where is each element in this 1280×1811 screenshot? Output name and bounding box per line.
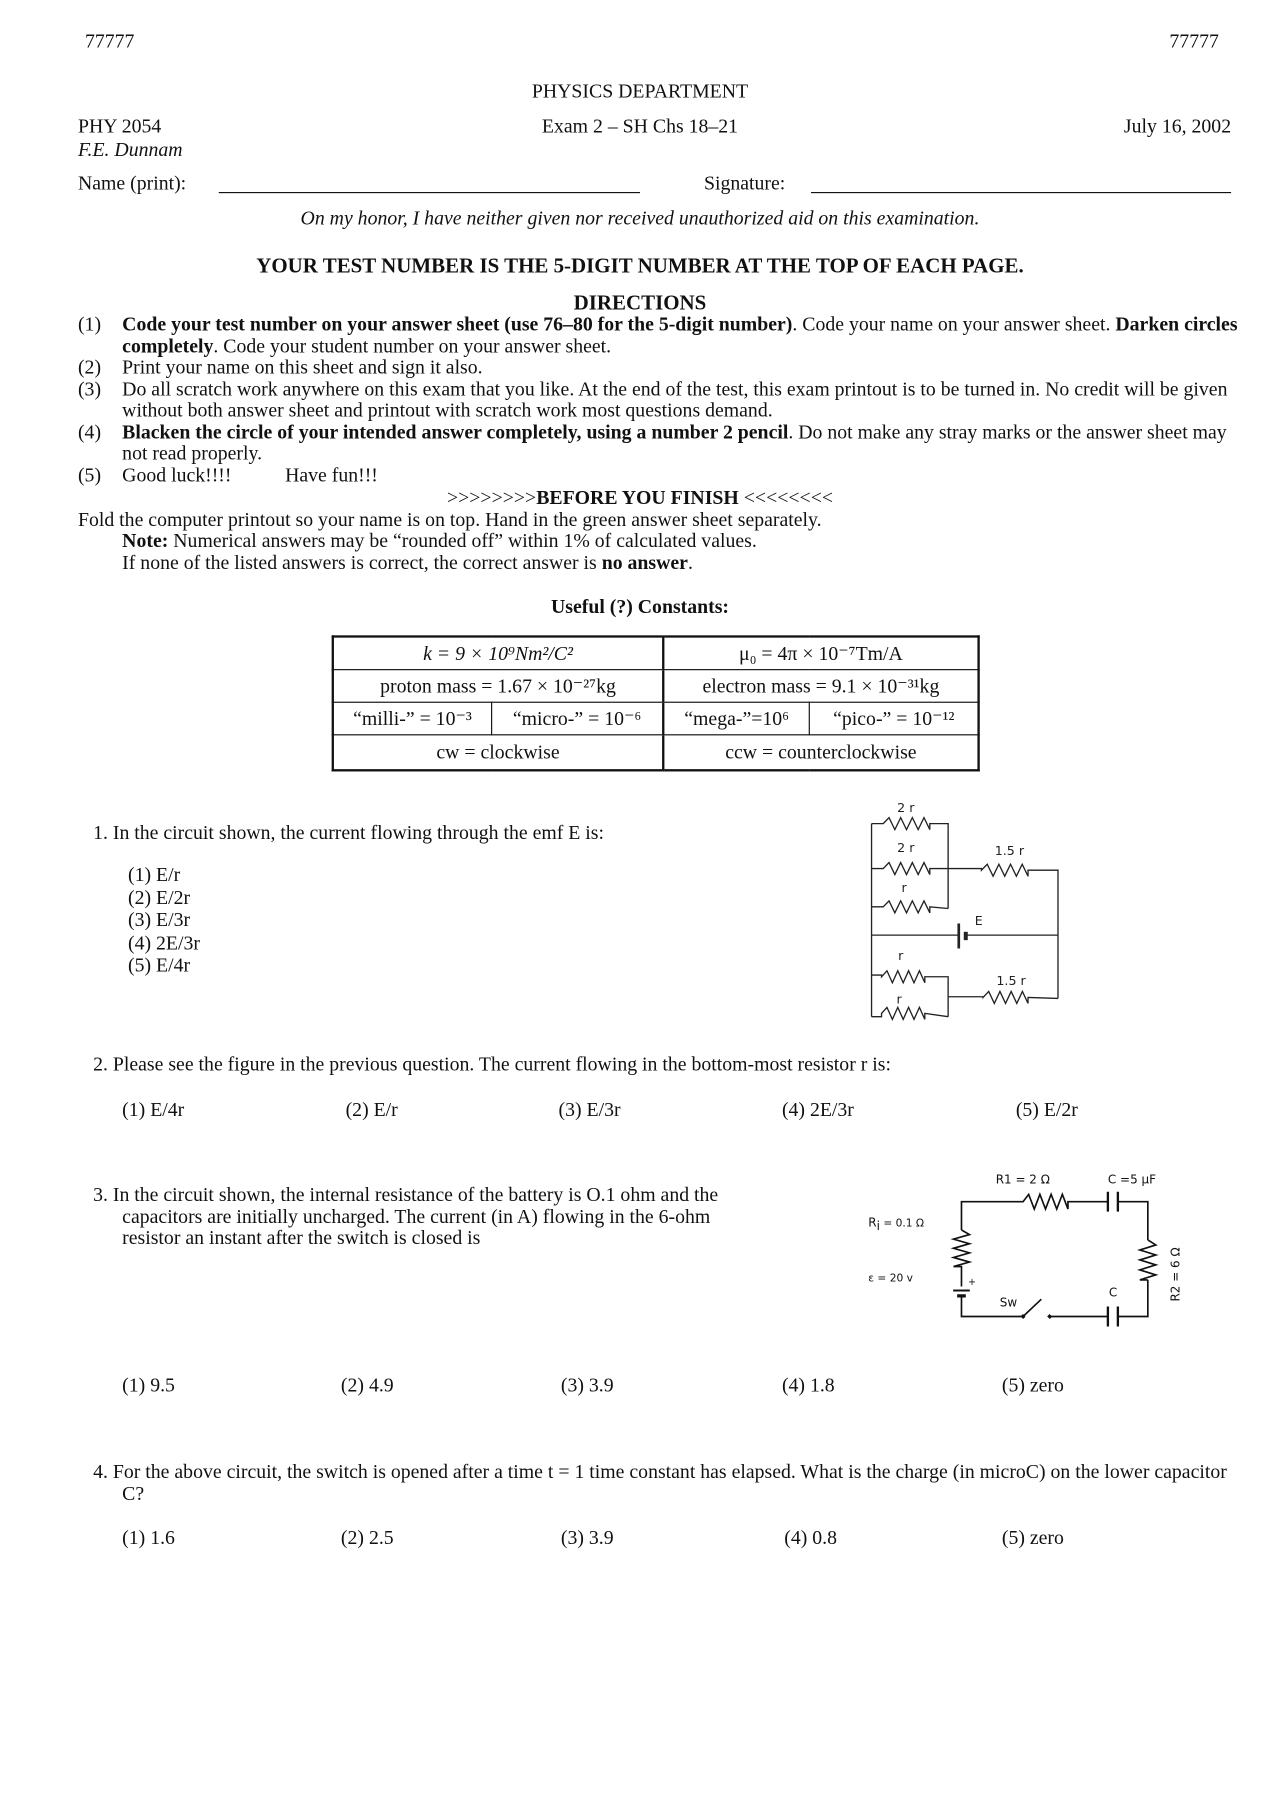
const-k: k = 9 × 10⁹Nm²/C² [333, 636, 663, 669]
label: r [896, 991, 902, 1007]
label-ri: Ri = 0.1 Ω [868, 1215, 925, 1233]
resistor-r [872, 901, 949, 913]
resistor-2r-mid [872, 863, 1058, 999]
option[interactable]: (4) 0.8 [784, 1526, 838, 1549]
resistor-ri [953, 1230, 969, 1287]
honor-statement: On my honor, I have neither given nor received unauthorized aid on this examination. [300, 207, 980, 230]
option[interactable]: (5) zero [1001, 1526, 1064, 1549]
test-number-notice: YOUR TEST NUMBER IS THE 5-DIGIT NUMBER AT THE TOP OF EACH PAGE. [256, 253, 1024, 277]
capacitor-bottom [1108, 1307, 1118, 1327]
constants-title: Useful (?) Constants: [550, 595, 729, 618]
option[interactable]: (5) E/2r [1015, 1098, 1078, 1121]
item-text: Code your test number on your answer sheet (use 76–80 for the 5-digit number). Code your name on your answer sheet. Darken circles completely. Code your student number on your answer sheet. [122, 313, 1238, 357]
option[interactable]: (1) E/r [127, 863, 181, 886]
capacitor-top [1108, 1192, 1118, 1212]
option[interactable]: (3) E/3r [127, 908, 191, 931]
label-emf: ε = 20 v [868, 1271, 913, 1285]
const-ccw: ccw = counterclockwise [663, 735, 978, 770]
question-1-options [128, 863, 200, 976]
name-field[interactable] [219, 192, 640, 193]
resistor-r2 [1140, 1240, 1156, 1280]
option[interactable]: (4) 1.8 [781, 1374, 835, 1397]
const-milli: “milli-” = 10⁻³ [333, 702, 492, 735]
const-electron: electron mass = 9.1 × 10⁻³¹kg [663, 670, 978, 703]
item-number: (3) [77, 377, 102, 400]
question-3: 3. In the circuit shown, the internal resistance of the battery is O.1 ohm and the capacitors are initially uncharged. The current (in A) flowing in the 6-ohm resistor an instant after the switch is closed is [93, 1183, 719, 1249]
note: Note: Numerical answers may be “rounded off” within 1% of calculated values. [122, 529, 757, 552]
resistor-2r-top [872, 818, 949, 909]
option[interactable]: (2) 4.9 [340, 1374, 394, 1397]
circuit-1-diagram [860, 790, 1100, 1040]
label: 1.5 r [994, 843, 1025, 859]
label: E [974, 913, 983, 929]
option[interactable]: (1) 1.6 [122, 1526, 175, 1549]
directions-title: DIRECTIONS [573, 290, 707, 315]
option[interactable]: (3) 3.9 [560, 1374, 614, 1397]
resistor-1-5r [948, 991, 1058, 1003]
const-pico: “pico-” = 10⁻¹² [810, 702, 979, 735]
fold-instruction: Fold the computer printout so your name is on top. Hand in the green answer sheet separately. [77, 508, 822, 531]
instructor: F.E. Dunnam [77, 138, 183, 161]
option[interactable]: (2) 2.5 [340, 1526, 394, 1549]
const-mega: “mega-”=10⁶ [663, 702, 809, 735]
const-cw: cw = clockwise [333, 735, 663, 770]
department: PHYSICS DEPARTMENT [531, 80, 749, 103]
option[interactable]: (1) E/4r [122, 1098, 185, 1121]
resistor-r [872, 1007, 949, 1019]
label-c-bottom: C [1108, 1285, 1118, 1300]
direction-item [78, 422, 1242, 465]
item-number: (1) [77, 313, 102, 336]
label-c-top: C =5 μF [1107, 1172, 1156, 1187]
option[interactable]: (4) 2E/3r [127, 931, 200, 954]
name-label: Name (print): [77, 172, 187, 195]
before-finish-heading: >>>>>>>>BEFORE YOU FINISH <<<<<<<< [446, 486, 834, 509]
exam-date: July 16, 2002 [1123, 115, 1232, 138]
item-text: Have fun!!! [285, 463, 378, 486]
test-number-left: 77777 [84, 30, 135, 53]
label-switch: Sw [999, 1295, 1018, 1310]
item-number: (5) [77, 463, 102, 486]
option[interactable]: (2) E/r [345, 1098, 398, 1121]
item-number: (4) [77, 420, 102, 443]
item-number: (2) [77, 356, 102, 379]
direction-item [78, 357, 1242, 379]
label: r [898, 948, 904, 964]
exam-title: Exam 2 – SH Chs 18–21 [541, 115, 739, 138]
const-proton: proton mass = 1.67 × 10⁻²⁷kg [333, 670, 663, 703]
circuit-2-diagram [860, 1160, 1220, 1350]
label: 2 r [897, 799, 915, 815]
label: 2 r [897, 839, 915, 855]
option[interactable]: (3) 3.9 [560, 1526, 614, 1549]
item-text: Print your name on this sheet and sign it also. [122, 356, 483, 379]
direction-item [78, 314, 1242, 357]
label: 1.5 r [996, 973, 1026, 989]
question-2: 2. Please see the figure in the previous question. The current flowing in the bottom-most resistor r is: [93, 1053, 891, 1076]
label-plus: + [968, 1276, 976, 1288]
item-text: Good luck!!!! [122, 463, 232, 486]
const-micro: “micro-” = 10⁻⁶ [492, 702, 664, 735]
signature-label: Signature: [703, 172, 786, 195]
wire [1050, 1280, 1148, 1317]
question-4: 4. For the above circuit, the switch is opened after a time t = 1 time constant has elapsed. What is the charge (in microC) on the lower capacitor C? [93, 1460, 1227, 1504]
option[interactable]: (1) 9.5 [122, 1374, 175, 1397]
item-text: Blacken the circle of your intended answer completely, using a number 2 pencil. Do not make any stray marks or the answer sheet may not read properly. [122, 420, 1227, 465]
option[interactable]: (5) zero [1001, 1374, 1064, 1397]
const-mu0: μ₀ = 4π × 10⁻⁷Tm/A [663, 636, 978, 669]
signature-field[interactable] [811, 192, 1231, 193]
course: PHY 2054 [77, 115, 162, 138]
wire [961, 1194, 1147, 1240]
label: r [901, 879, 907, 895]
item-text: Do all scratch work anywhere on this exam that you like. At the end of the test, this exam printout is to be turned in. No credit will be given without both answer sheet and printout with scratch work most questions demand. [122, 377, 1228, 422]
option[interactable]: (4) 2E/3r [781, 1098, 854, 1121]
switch-contact [1022, 1315, 1051, 1318]
test-number-right: 77777 [1169, 30, 1219, 53]
question-1: 1. In the circuit shown, the current flowing through the emf E is: [93, 821, 604, 844]
option[interactable]: (2) E/2r [127, 886, 191, 909]
option[interactable]: (5) E/4r [127, 954, 191, 977]
label-r1: R1 = 2 Ω [995, 1172, 1050, 1187]
option[interactable]: (3) E/3r [558, 1098, 621, 1121]
direction-item [78, 465, 1242, 487]
no-answer-note: If none of the listed answers is correct, the correct answer is no answer. [122, 551, 693, 574]
constants-table [332, 635, 980, 771]
label-r2: R2 = 6 Ω [1168, 1247, 1183, 1302]
directions-list [78, 314, 1242, 486]
direction-item [78, 379, 1242, 422]
